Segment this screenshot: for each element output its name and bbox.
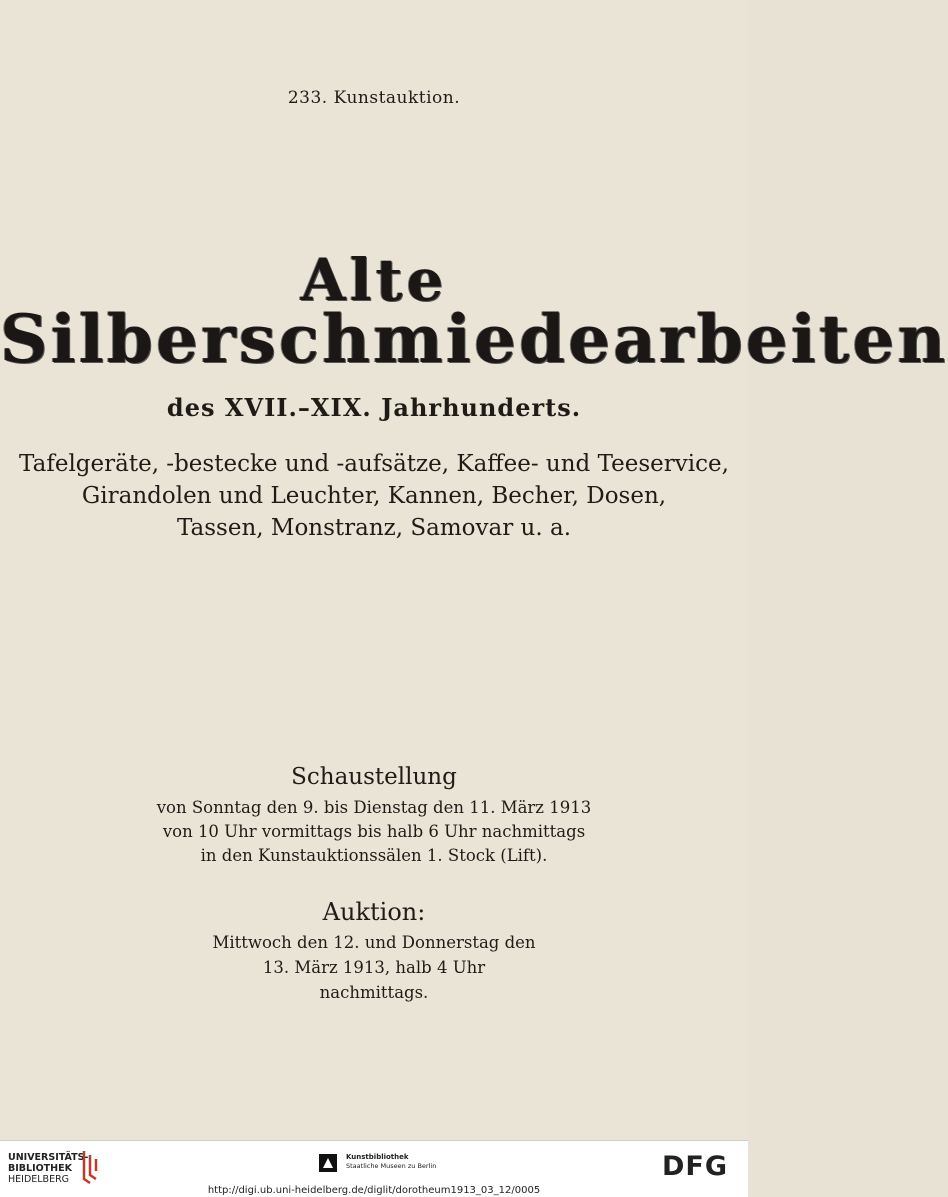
auction-details xyxy=(0,930,748,1005)
title-line-2 xyxy=(0,300,948,378)
ub-heidelberg-text[interactable] xyxy=(8,1152,88,1185)
description-line: Tassen, Monstranz, Samovar u. a. xyxy=(176,515,572,541)
auction-heading: Auktion: xyxy=(322,898,426,926)
ub-line: UNIVERSITÄTS- xyxy=(8,1152,89,1163)
bleed-through-text xyxy=(0,180,748,205)
auction-line: Mittwoch den 12. und Donnerstag den xyxy=(212,933,536,952)
document-url-link[interactable]: http://digi.ub.uni-heidelberg.de/diglit/dorotheum1913_03_12/0005 xyxy=(207,1185,541,1196)
exhibition-details xyxy=(0,796,748,868)
ub-line: HEIDELBERG xyxy=(8,1174,70,1185)
ub-line: BIBLIOTHEK xyxy=(8,1163,72,1174)
dfg-logo[interactable]: DFG xyxy=(662,1151,729,1182)
footer-bar xyxy=(0,1140,748,1197)
title-line-3: des XVII.–XIX. Jahrhunderts. xyxy=(166,393,582,422)
kb-title: Kunstbibliothek xyxy=(346,1153,409,1161)
title-alte: Alte xyxy=(300,246,448,314)
exhibition-line: von Sonntag den 9. bis Dienstag den 11. März 1913 xyxy=(156,798,592,817)
exhibition-line: von 10 Uhr vormittags bis halb 6 Uhr nachmittags xyxy=(162,822,586,841)
description-line: Girandolen und Leuchter, Kannen, Becher, Dosen, xyxy=(81,483,667,509)
exhibition-heading: Schaustellung xyxy=(291,764,457,790)
kunstbibliothek-logo-icon[interactable] xyxy=(318,1153,338,1173)
catalog-number-header: 233. Kunstauktion. xyxy=(287,88,461,108)
description-block xyxy=(0,448,748,544)
title-silberschmiedearbeiten: Silberschmiedearbeiten xyxy=(0,300,948,378)
auction-line: nachmittags. xyxy=(319,983,429,1002)
kb-subtitle: Staatliche Museen zu Berlin xyxy=(346,1162,437,1170)
ub-heidelberg-logo-icon[interactable] xyxy=(80,1149,102,1185)
exhibition-line: in den Kunstauktionssälen 1. Stock (Lift). xyxy=(200,846,548,865)
description-line: Tafelgeräte, -bestecke und -aufsätze, Kaffee- und Teeservice, xyxy=(19,451,729,477)
kunstbibliothek-text[interactable] xyxy=(346,1153,436,1171)
auction-line: 13. März 1913, halb 4 Uhr xyxy=(262,958,486,977)
